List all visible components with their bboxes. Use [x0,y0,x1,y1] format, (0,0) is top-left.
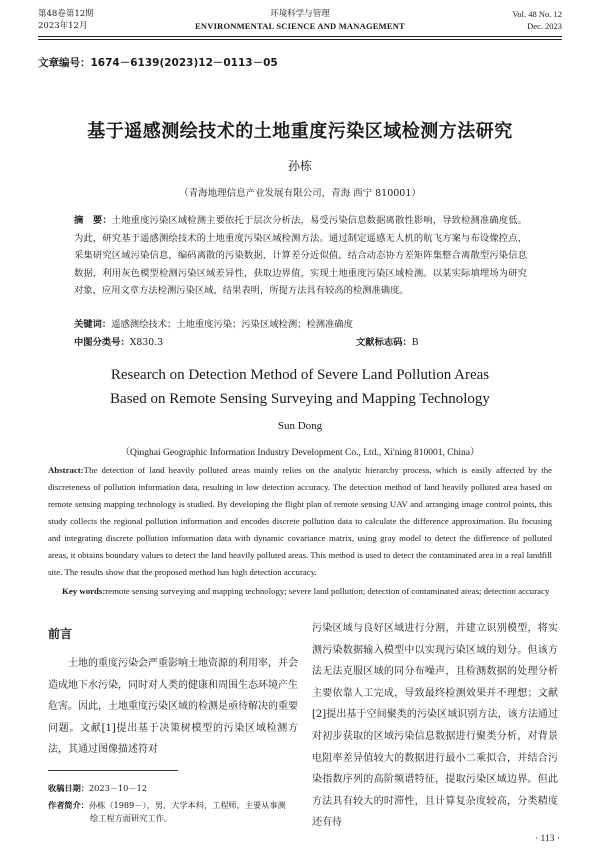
header-volume: 第48卷第12期 [38,9,94,19]
footnote-author-bio [48,799,298,825]
keywords-cn-text: 遥感测绘技术；土地重度污染；污染区域检测；检测准确度 [111,319,353,330]
header-journal-en: ENVIRONMENTAL SCIENCE AND MANAGEMENT [195,21,405,31]
keywords-cn [74,316,527,330]
header-volume-en-info [512,8,562,32]
author-bio-label: 作者简介： [48,800,89,810]
keywords-en-text: remote sensing surveying and mapping technology; severe land pollution; detection of contaminated areas; detection accuracy [105,586,550,596]
article-number: 文章编号：1674－6139(2023)12－0113－05 [38,57,278,69]
abstract-cn-text: 土地重度污染区域检测主要依托于层次分析法，易受污染信息数据离散性影响，导致检测准确度低。为此，研究基于遥感测绘技术的土地重度污染区域检测方法。通过制定遥感无人机的航飞方案与布设像控点，采集研究区域污染信息，编码离散的污染数据，计算差分近似值，结合动态协方差矩阵集整合离散型污染信息数据，利用灰色模型检测污染区域差异性，获取边界值，实现土地重度污染区域检测。以某实际填埋场为研究对象，应用文章方法检测污染区域，结果表明，所提方法具有较高的检测准确度。 [74,215,527,296]
running-header [38,8,562,50]
paper-title-cn: 基于遥感测绘技术的土地重度污染区域检测方法研究 [87,121,513,142]
page-number: · 113 · [535,834,560,844]
paper-title-en-line2: Based on Remote Sensing Surveying and Mapping Technology [110,391,490,407]
author-cn: 孙栋 [287,159,312,173]
header-date-cn: 2023年12月 [38,21,88,31]
header-date-en: Dec. 2023 [527,21,562,31]
body-paragraph-left: 土地的重度污染会严重影响土地资源的利用率，并会造成地下水污染，同时对人类的健康和周围生态环境产生危害。因此，土地重度污染区域的检测是亟待解决的重要问题。文献[1]提出基于决策树模型的污染区域检测方法，其通过图像描述符对 [48,658,298,755]
affiliation-cn: （青海地理信息产业发展有限公司，青海 西宁 810001） [179,188,421,199]
section-title-preface: 前言 [48,627,73,641]
document-code-value: B [411,337,419,348]
header-divider-top [38,36,562,37]
author-bio-line1: 孙栋（1989－），男，大学本科，工程师，主要从事测 [88,800,286,810]
affiliation-en: （Qinghai Geographic Information Industry Development Co., Ltd., Xi'ning 810001, China） [120,448,480,458]
author-en: Sun Dong [277,420,323,432]
body-column-left [48,618,298,761]
keywords-en-label: Key words: [62,586,106,596]
received-date-value: 2023－10－12 [88,783,148,793]
keywords-en [62,586,552,596]
abstract-cn-label: 摘 要： [74,215,112,226]
abstract-cn [74,212,527,300]
body-column-right [312,618,558,834]
clc-value: X830.3 [129,337,164,348]
received-date-label: 收稿日期： [48,783,89,793]
clc-number [74,334,163,348]
abstract-en-label: Abstract: [48,465,84,475]
header-divider-bottom [38,39,562,40]
keywords-cn-label: 关键词： [74,319,112,330]
header-volume-en: Vol. 48 No. 12 [512,9,562,19]
body-paragraph-right: 污染区域与良好区域进行分割，并建立识别模型，将实测污染数据输入模型中以实现污染区域的划分。但该方法无法克服区域的同分布噪声，且检测数据的处理分析主要依靠人工完成，导致最终检测效果并不理想；文献[2]提出基于空间聚类的污染区域识别方法，该方法通过对初步获取的区域污染信息数据进行聚类分析，对背景电阻率差异值较大的数据进行最小二乘拟合，并结合污染指数序列的高阶频谱特征，提取污染区域边界。但此方法具有较大的时滞性，且计算复杂度较高，分类精度还有待 [312,623,558,829]
abstract-en-text: The detection of land heavily polluted areas mainly relies on the analytic hierarchy process, which is easily affected by the discreteness of pollution information data, resulting in low detection accuracy. The detection method of land heavily polluted area based on remote sensing mapping technology is studied. By developing the flight plan of remote sensing UAV and arranging image control points, this study collects the regional pollution information and encodes discrete pollution data to calculate the difference approximation. Bu focusing and integrating discrete pollution information data with dynamic covariance matrix, using gray model to detect the difference of polluted areas, it obtains boundary values to detect the land heavily polluted areas. This method is used to detect the contaminated area in a real landfill site. The results show that the proposed method has high detection accuracy. [48,465,552,577]
paper-title-en-line1: Research on Detection Method of Severe Land Pollution Areas [110,367,490,383]
document-code [356,334,419,348]
footnote-received [48,782,298,795]
abstract-en [48,462,552,581]
paper-title-en [0,363,600,411]
header-journal-cn: 环境科学与管理 [270,9,330,19]
footnote-divider [48,770,178,771]
document-code-label: 文献标志码： [356,337,412,348]
clc-label: 中图分类号： [74,337,130,348]
header-journal-name [38,8,562,32]
author-bio-line2: 绘工程方面研究工作。 [90,813,172,823]
